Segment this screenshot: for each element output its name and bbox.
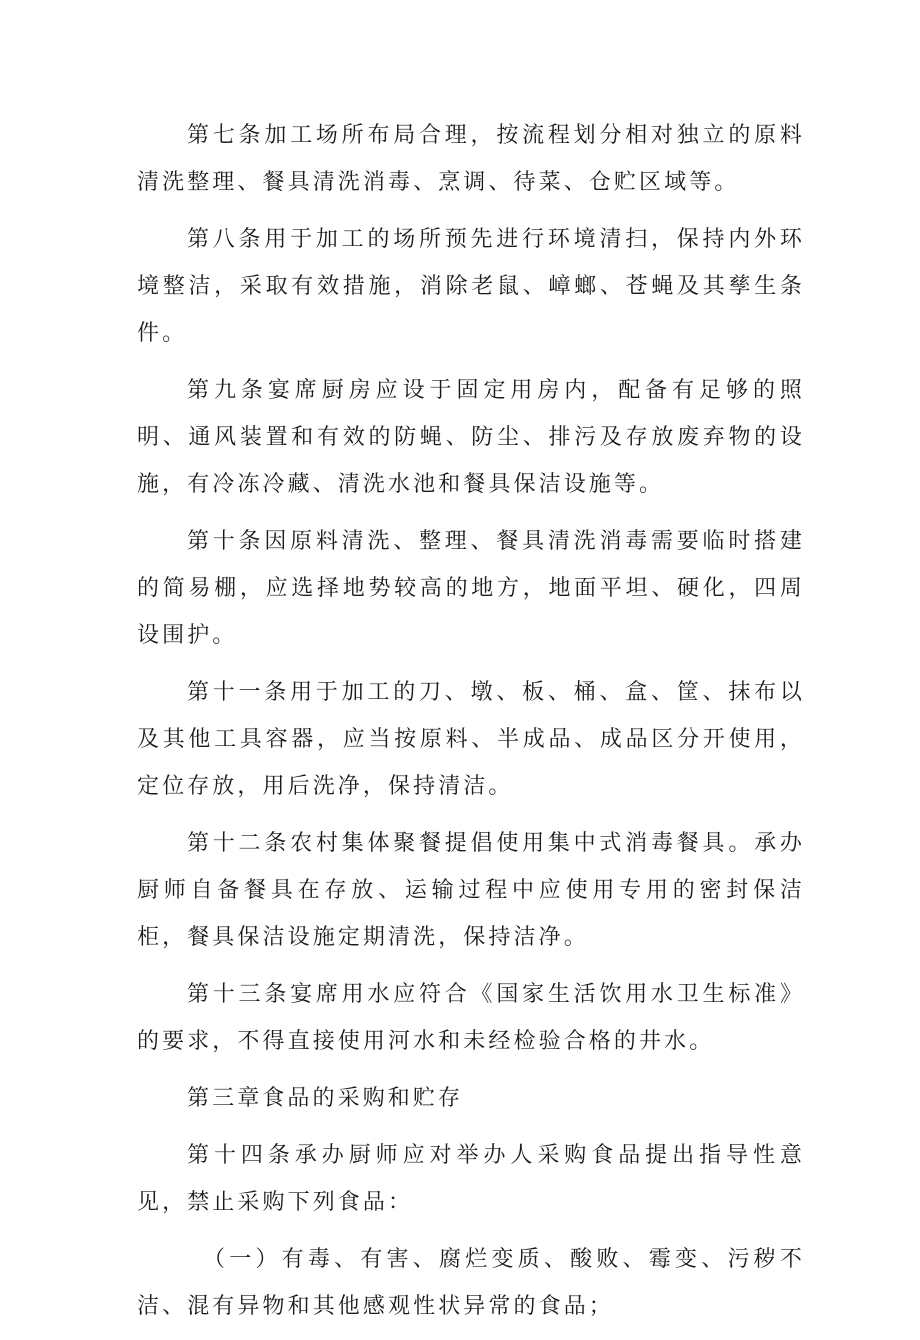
chapter-3-heading: 第三章食品的采购和贮存 bbox=[187, 1086, 464, 1111]
article-11: 第十一条用于加工的刀、墩、板、桶、盒、筐、抹布以及其他工具容器，应当按原料、半成品、成品区分开使用，定位存放，用后洗净，保持清洁。 bbox=[137, 680, 805, 799]
article-9: 第九条宴席厨房应设于固定用房内，配备有足够的照明、通风装置和有效的防蝇、防尘、排污及存放废弃物的设施，有冷冻冷藏、清洗水池和餐具保洁设施等。 bbox=[137, 378, 805, 497]
document-page bbox=[137, 112, 805, 1340]
article-8: 第八条用于加工的场所预先进行环境清扫，保持内外环境整洁，采取有效措施，消除老鼠、嶂螂、苍蝇及其孳生条件。 bbox=[137, 227, 805, 346]
article-7: 第七条加工场所布局合理，按流程划分相对独立的原料清洗整理、餐具清洗消毒、烹调、待菜、仓贮区域等。 bbox=[137, 123, 805, 195]
article-10: 第十条因原料清洗、整理、餐具清洗消毒需要临时搭建的简易棚，应选择地势较高的地方，地面平坦、硬化，四周设围护。 bbox=[137, 529, 805, 648]
list-item-1: （一）有毒、有害、腐烂变质、酸败、霉变、污秽不洁、混有异物和其他感观性状异常的食品； bbox=[137, 1247, 805, 1319]
article-14: 第十四条承办厨师应对举办人采购食品提出指导性意见，禁止采购下列食品： bbox=[137, 1143, 805, 1215]
article-13: 第十三条宴席用水应符合《国家生活饮用水卫生标准》的要求，不得直接使用河水和未经检验合格的井水。 bbox=[137, 982, 805, 1054]
article-12: 第十二条农村集体聚餐提倡使用集中式消毒餐具。承办厨师自备餐具在存放、运输过程中应使用专用的密封保洁柜，餐具保洁设施定期清洗，保持洁净。 bbox=[137, 831, 805, 950]
